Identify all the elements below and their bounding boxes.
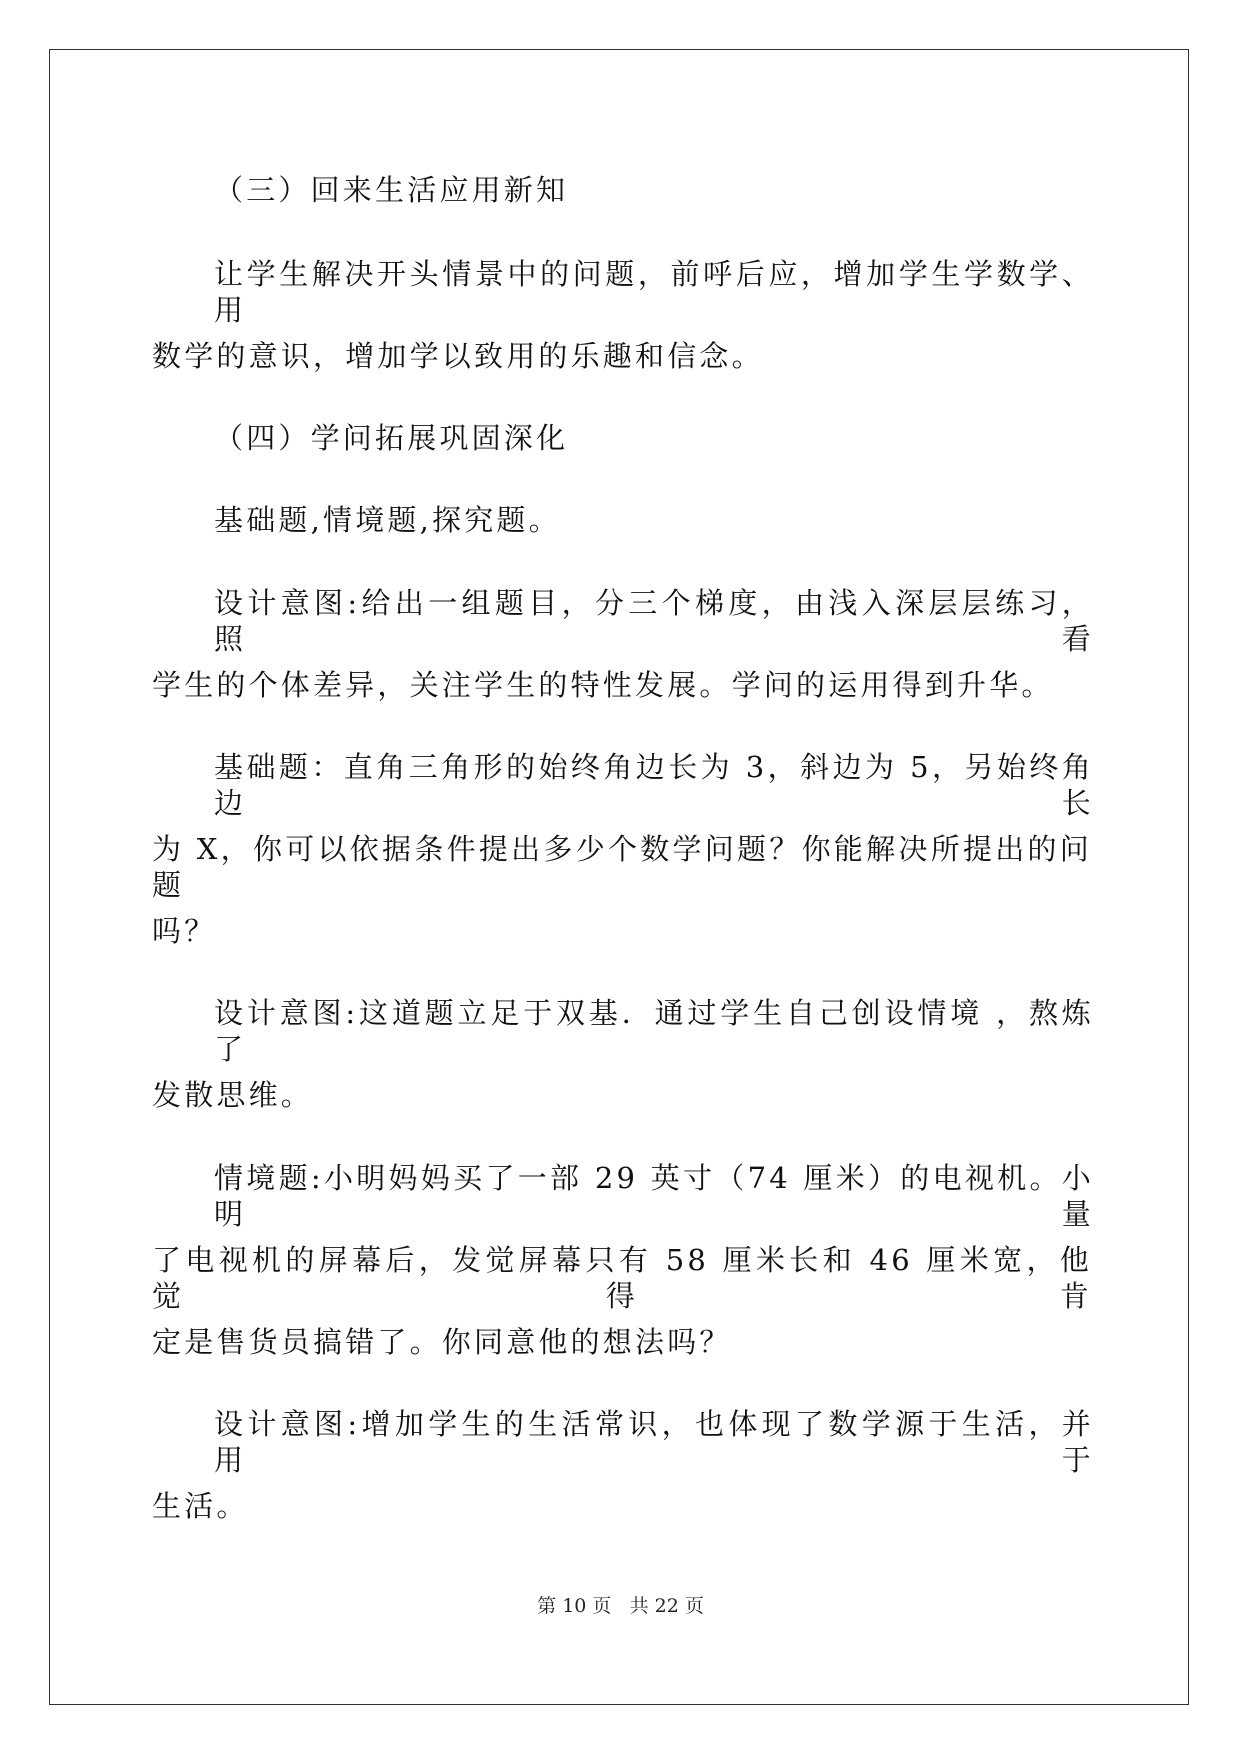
paragraph-line: 设计意图:给出一组题目，分三个梯度，由浅入深层层练习，照看 [214, 586, 1094, 656]
paragraph-line: 设计意图:增加学生的生活常识，也体现了数学源于生活，并用于 [214, 1407, 1094, 1477]
paragraph-line: 让学生解决开头情景中的问题，前呼后应，增加学生学数学、用 [214, 257, 1094, 327]
paragraph-line: 了电视机的屏幕后，发觉屏幕只有 58 厘米长和 46 厘米宽，他觉得肯 [152, 1243, 1092, 1313]
paragraph-line: 学生的个体差异，关注学生的特性发展。学问的运用得到升华。 [152, 668, 1054, 702]
paragraph-line: 吗？ [152, 914, 217, 948]
paragraph-line: 基础题：直角三角形的始终角边长为 3，斜边为 5，另始终角边长 [214, 750, 1094, 820]
page-footer [0, 1594, 1241, 1618]
paragraph-line: 为 X，你可以依据条件提出多少个数学问题？你能解决所提出的问题 [152, 832, 1092, 902]
section-heading-3: （三）回来生活应用新知 [214, 173, 569, 207]
paragraph-line: 数学的意识，增加学以致用的乐趣和信念。 [152, 339, 764, 373]
paragraph-line: 设计意图:这道题立足于双基．通过学生自己创设情境 ，熬炼了 [214, 996, 1094, 1066]
paragraph-line: 情境题:小明妈妈买了一部 29 英寸（74 厘米）的电视机。小明量 [214, 1161, 1094, 1231]
section-heading-4: （四）学问拓展巩固深化 [214, 421, 569, 455]
page-number: 第 10 页 [537, 1595, 612, 1617]
paragraph-line: 发散思维。 [152, 1078, 314, 1112]
paragraph-line: 生活。 [152, 1489, 249, 1523]
page-total: 共 22 页 [629, 1595, 704, 1617]
paragraph-line: 定是售货员搞错了。你同意他的想法吗？ [152, 1325, 732, 1359]
paragraph-line: 基础题,情境题,探究题。 [214, 503, 561, 537]
